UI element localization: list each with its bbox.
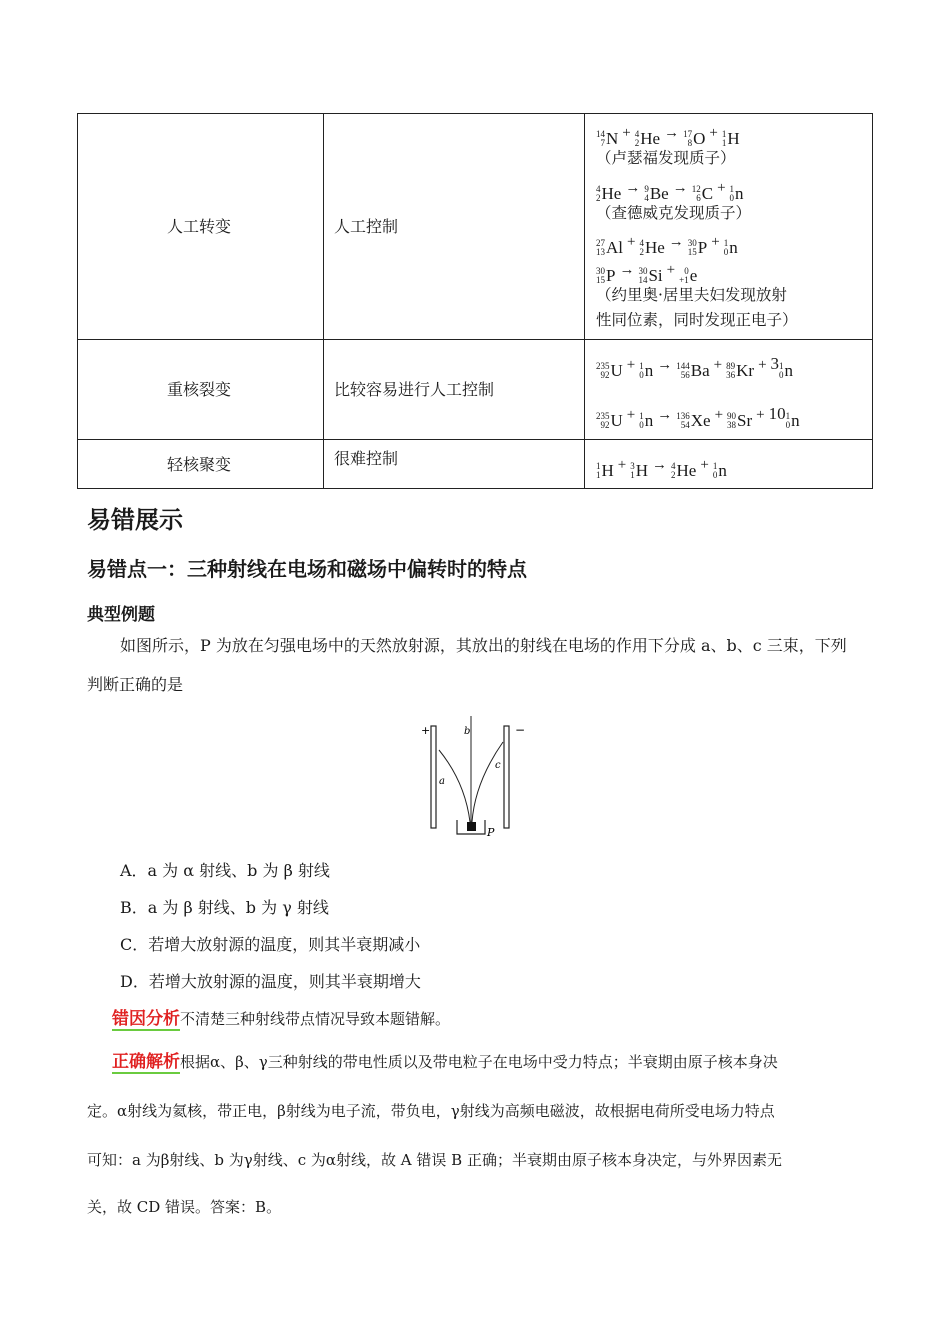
error-analysis	[112, 1008, 450, 1030]
error-analysis-text: 不清楚三种射线带点情况导致本题错解。	[180, 1010, 451, 1028]
table-col-divider	[323, 114, 324, 488]
equation-rutherford: 14 7 N + 4 2 He → 17 8 O + 1 1 H	[596, 125, 740, 148]
label-a: a	[439, 776, 445, 787]
option-d: D．若增大放射源的温度，则其半衰期增大	[120, 972, 421, 991]
correct-analysis-line-2: 定。α射线为氦核，带正电，β射线为电子流，带负电，γ射线为高频电磁波，故根据电荷所受电场力特点	[87, 1102, 775, 1120]
negative-plate	[504, 726, 509, 828]
equation-chadwick: 4 2 He → 9 4 Be → 12 6 C + 1 0 n	[596, 180, 744, 203]
equation-curie-2: 30 15 P → 30 14 Si + 0 +1 e	[596, 262, 698, 285]
equation-note: 性同位素，同时发现正电子）	[596, 311, 798, 329]
correct-analysis-line-1	[112, 1051, 778, 1073]
table-cell-type: 重核裂变	[167, 380, 232, 399]
table-cell-control: 比较容易进行人工控制	[334, 380, 495, 399]
option-c: C．若增大放射源的温度，则其半衰期减小	[120, 935, 421, 954]
table-cell-control: 很难控制	[334, 449, 399, 468]
error-analysis-tag: 错因分析	[112, 1009, 180, 1029]
table-cell-type: 轻核聚变	[167, 455, 232, 474]
section-title: 易错展示	[87, 506, 183, 534]
table-row-divider	[78, 339, 872, 340]
minus-sign: −	[515, 723, 526, 737]
label-b: b	[464, 726, 471, 737]
correct-analysis-line-4: 关，故 CD 错误。答案：B。	[87, 1198, 282, 1216]
table-col-divider	[584, 114, 585, 488]
equation-fission-1: 235 92 U + 1 0 n → 144 56 Ba + 89 36 Kr + 3 1 0 n	[596, 354, 794, 380]
table-row-divider	[78, 439, 872, 440]
subsection-title: 易错点一：三种射线在电场和磁场中偏转时的特点	[87, 557, 527, 581]
equation-note: （约里奥·居里夫妇发现放射	[596, 286, 787, 304]
equation-note: （卢瑟福发现质子）	[596, 149, 736, 167]
radiation-field-figure	[415, 712, 535, 842]
label-p: P	[487, 826, 495, 839]
option-b: B．a 为 β 射线、b 为 γ 射线	[120, 898, 329, 917]
table-cell-type: 人工转变	[167, 217, 232, 236]
radioactive-source	[467, 822, 476, 831]
question-line-1: 如图所示，P 为放在匀强电场中的天然放射源，其放出的射线在电场的作用下分成 a、b、c 三束，下列	[120, 636, 847, 655]
equation-curie-1: 27 13 Al + 4 2 He → 30 15 P + 1 0 n	[596, 234, 738, 257]
plus-sign: +	[421, 724, 431, 737]
example-heading: 典型例题	[87, 605, 155, 625]
ray-c	[472, 742, 503, 822]
equation-fission-2: 235 92 U + 1 0 n → 136 54 Xe + 90 38 Sr + 10 1 0 n	[596, 404, 800, 430]
correct-analysis-tag: 正确解析	[112, 1052, 180, 1072]
equation-note: （查德威克发现质子）	[596, 204, 752, 222]
label-c: c	[495, 760, 501, 771]
question-line-2: 判断正确的是	[87, 675, 184, 694]
correct-analysis-text: 根据α、β、γ三种射线的带电性质以及带电粒子在电场中受力特点；半衰期由原子核本身决	[180, 1053, 778, 1071]
table-cell-control: 人工控制	[334, 217, 399, 236]
positive-plate	[431, 726, 436, 828]
option-a: A．a 为 α 射线、b 为 β 射线	[120, 861, 330, 880]
equation-fusion: 1 1 H + 3 1 H → 4 2 He + 1 0 n	[596, 457, 727, 480]
correct-analysis-line-3: 可知：a 为β射线、b 为γ射线、c 为α射线，故 A 错误 B 正确；半衰期由原子核本身决定，与外界因素无	[87, 1151, 782, 1169]
